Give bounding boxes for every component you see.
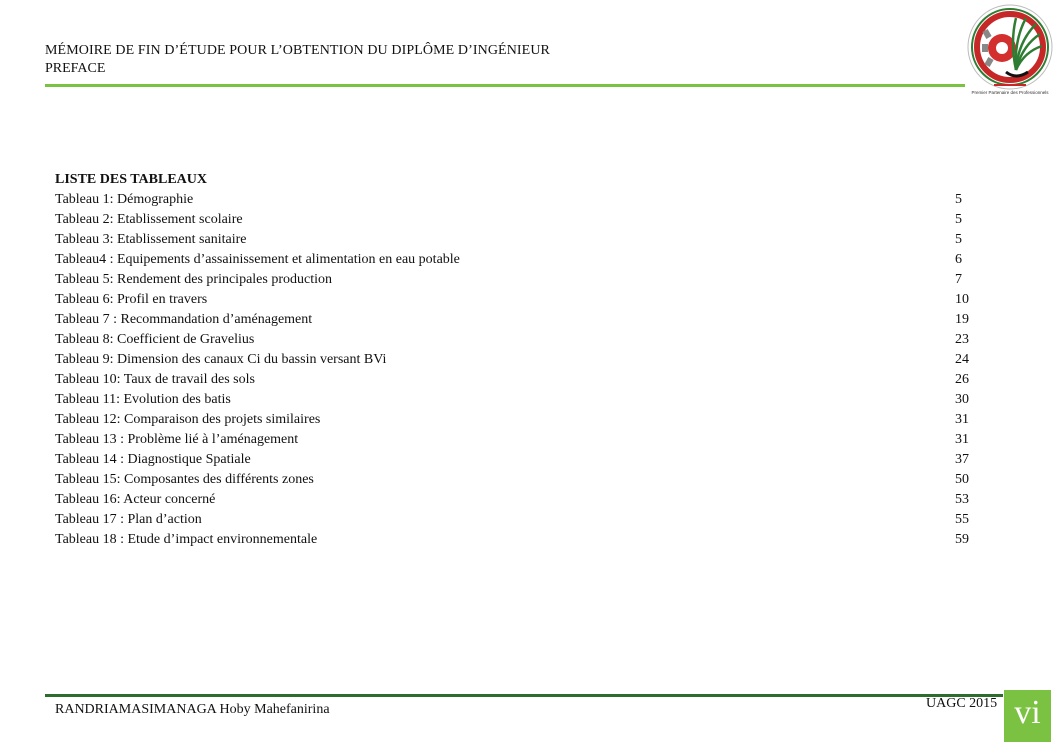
table-of-tables [55, 170, 975, 550]
toc-entry-page: 24 [955, 352, 969, 367]
footer-rule [45, 694, 1003, 697]
toc-entry-label: Tableau4 : Equipements d’assainissement et alimentation en eau potable [55, 252, 460, 267]
toc-entry-label: Tableau 14 : Diagnostique Spatiale [55, 452, 251, 467]
header-section: PREFACE [45, 61, 106, 76]
toc-entry [55, 470, 975, 490]
toc-entry [55, 510, 975, 530]
toc-entry [55, 350, 975, 370]
toc-entry-label: Tableau 17 : Plan d’action [55, 512, 202, 527]
toc-title: LISTE DES TABLEAUX [55, 172, 207, 187]
toc-entry-label: Tableau 12: Comparaison des projets similaires [55, 412, 321, 427]
toc-entry [55, 250, 975, 270]
toc-entry-page: 31 [955, 412, 969, 427]
toc-entry [55, 430, 975, 450]
toc-entry-label: Tableau 9: Dimension des canaux Ci du bassin versant BVi [55, 352, 387, 367]
toc-entry [55, 210, 975, 230]
toc-entry [55, 450, 975, 470]
toc-entry [55, 390, 975, 410]
header-title: MÉMOIRE DE FIN D’ÉTUDE POUR L’OBTENTION DU DIPLÔME D’INGÉNIEUR [45, 43, 550, 58]
toc-entry-label: Tableau 6: Profil en travers [55, 292, 208, 307]
toc-entry-page: 10 [955, 292, 969, 307]
toc-entry-page: 26 [955, 372, 969, 387]
toc-entry-label: Tableau 10: Taux de travail des sols [55, 372, 255, 387]
toc-entry-page: 55 [955, 512, 969, 527]
toc-entry-label: Tableau 13 : Problème lié à l’aménagement [55, 432, 299, 447]
toc-entry-label: Tableau 2: Etablissement scolaire [55, 212, 243, 227]
toc-entry-page: 37 [955, 452, 969, 467]
logo-motto: Premier Partenaire des Professionnels [971, 90, 1049, 95]
toc-entry-label: Tableau 5: Rendement des principales production [55, 272, 332, 287]
toc-entry [55, 370, 975, 390]
toc-entry-label: Tableau 18 : Etude d’impact environnementale [55, 532, 318, 547]
toc-entry [55, 330, 975, 350]
toc-entry-page: 6 [955, 252, 962, 267]
school-crest-icon [966, 2, 1053, 96]
toc-entry [55, 230, 975, 250]
toc-entry [55, 310, 975, 330]
footer-organization: UAGC 2015 [926, 696, 998, 711]
toc-entry-page: 50 [955, 472, 969, 487]
toc-entry-label: Tableau 1: Démographie [55, 192, 194, 207]
toc-entry-page: 19 [955, 312, 969, 327]
page-number: vi [1004, 690, 1051, 742]
toc-entry-page: 23 [955, 332, 969, 347]
toc-entry-label: Tableau 15: Composantes des différents zones [55, 472, 314, 487]
toc-entry-label: Tableau 11: Evolution des batis [55, 392, 231, 407]
toc-entry-page: 59 [955, 532, 969, 547]
toc-entry-label: Tableau 7 : Recommandation d’aménagement [55, 312, 313, 327]
toc-entry [55, 270, 975, 290]
toc-entry-page: 53 [955, 492, 969, 507]
toc-entry [55, 190, 975, 210]
toc-entry-page: 30 [955, 392, 969, 407]
toc-entry-page: 5 [955, 212, 962, 227]
toc-entry-page: 31 [955, 432, 969, 447]
toc-entry-label: Tableau 3: Etablissement sanitaire [55, 232, 247, 247]
toc-entry-label: Tableau 8: Coefficient de Gravelius [55, 332, 255, 347]
toc-entry-page: 5 [955, 232, 962, 247]
footer-author: RANDRIAMASIMANAGA Hoby Mahefanirina [55, 702, 330, 717]
toc-list [55, 190, 975, 550]
toc-entry-page: 5 [955, 192, 962, 207]
toc-entry [55, 490, 975, 510]
toc-entry-page: 7 [955, 272, 962, 287]
toc-entry [55, 530, 975, 550]
toc-entry [55, 290, 975, 310]
toc-entry-label: Tableau 16: Acteur concerné [55, 492, 216, 507]
header-rule [45, 84, 965, 87]
toc-entry [55, 410, 975, 430]
